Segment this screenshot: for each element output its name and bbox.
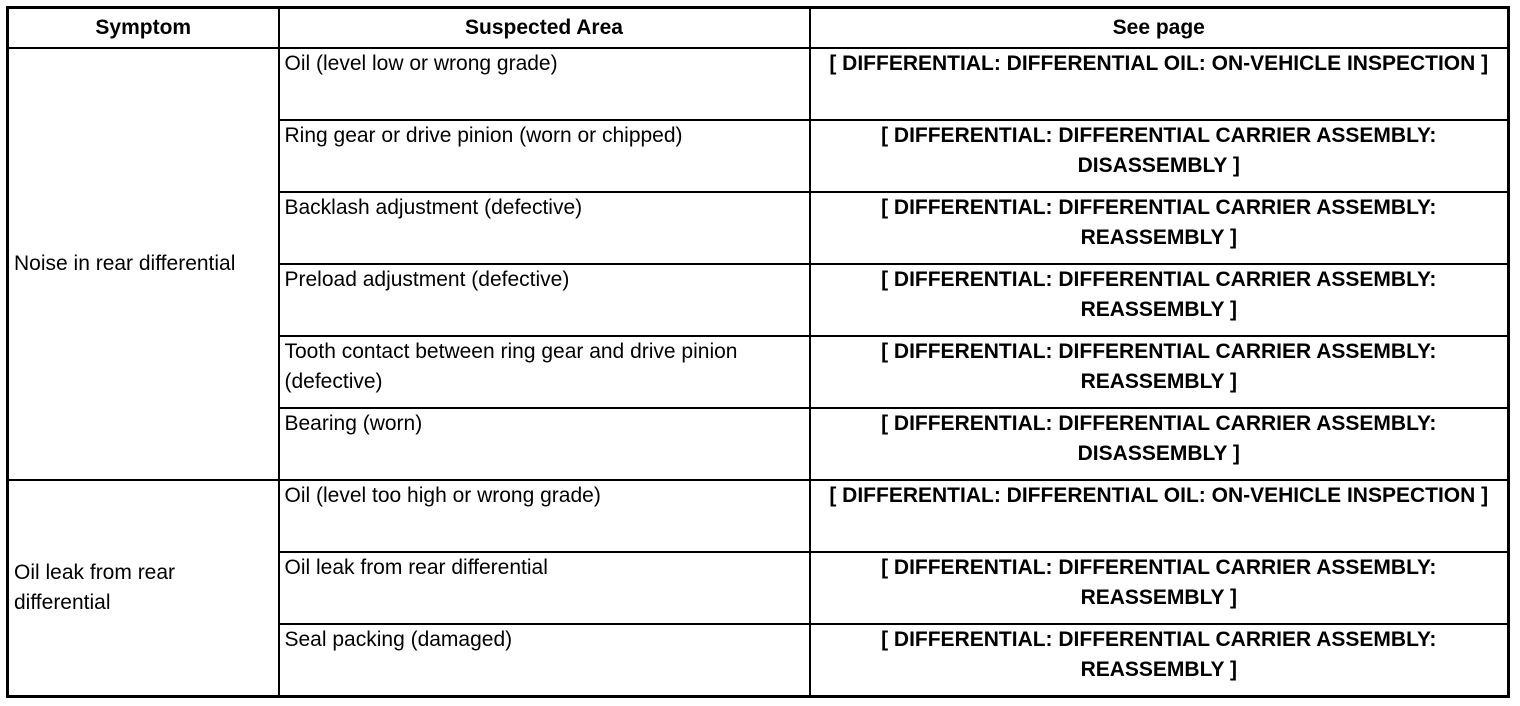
see-page-link[interactable]: [ DIFFERENTIAL: DIFFERENTIAL OIL: ON-VEHICLE INSPECTION ]: [810, 480, 1509, 552]
see-page-link[interactable]: [ DIFFERENTIAL: DIFFERENTIAL CARRIER ASSEMBLY: REASSEMBLY ]: [810, 264, 1509, 336]
suspected-area-cell: Seal packing (damaged): [279, 624, 810, 696]
suspected-area-cell: Oil (level too high or wrong grade): [279, 480, 810, 552]
see-page-link[interactable]: [ DIFFERENTIAL: DIFFERENTIAL CARRIER ASSEMBLY: REASSEMBLY ]: [810, 192, 1509, 264]
suspected-area-cell: Bearing (worn): [279, 408, 810, 480]
see-page-link[interactable]: [ DIFFERENTIAL: DIFFERENTIAL CARRIER ASSEMBLY: DISASSEMBLY ]: [810, 408, 1509, 480]
see-page-link[interactable]: [ DIFFERENTIAL: DIFFERENTIAL CARRIER ASSEMBLY: REASSEMBLY ]: [810, 624, 1509, 696]
table-row: [8, 48, 1509, 120]
table-header-row: [8, 8, 1509, 49]
suspected-area-cell: Oil leak from rear differential: [279, 552, 810, 624]
symptom-cell: Noise in rear differential: [8, 48, 279, 480]
header-symptom: Symptom: [8, 8, 279, 49]
header-suspected-area: Suspected Area: [279, 8, 810, 49]
diagnosis-table: [6, 6, 1510, 698]
suspected-area-cell: Preload adjustment (defective): [279, 264, 810, 336]
header-see-page: See page: [810, 8, 1509, 49]
symptom-cell: Oil leak from rear differential: [8, 480, 279, 696]
suspected-area-cell: Backlash adjustment (defective): [279, 192, 810, 264]
see-page-link[interactable]: [ DIFFERENTIAL: DIFFERENTIAL CARRIER ASSEMBLY: REASSEMBLY ]: [810, 336, 1509, 408]
see-page-link[interactable]: [ DIFFERENTIAL: DIFFERENTIAL CARRIER ASSEMBLY: DISASSEMBLY ]: [810, 120, 1509, 192]
see-page-link[interactable]: [ DIFFERENTIAL: DIFFERENTIAL OIL: ON-VEHICLE INSPECTION ]: [810, 48, 1509, 120]
document-page: [6, 6, 1507, 698]
suspected-area-cell: Tooth contact between ring gear and drive pinion (defective): [279, 336, 810, 408]
table-row: [8, 480, 1509, 552]
see-page-link[interactable]: [ DIFFERENTIAL: DIFFERENTIAL CARRIER ASSEMBLY: REASSEMBLY ]: [810, 552, 1509, 624]
suspected-area-cell: Ring gear or drive pinion (worn or chipped): [279, 120, 810, 192]
suspected-area-cell: Oil (level low or wrong grade): [279, 48, 810, 120]
